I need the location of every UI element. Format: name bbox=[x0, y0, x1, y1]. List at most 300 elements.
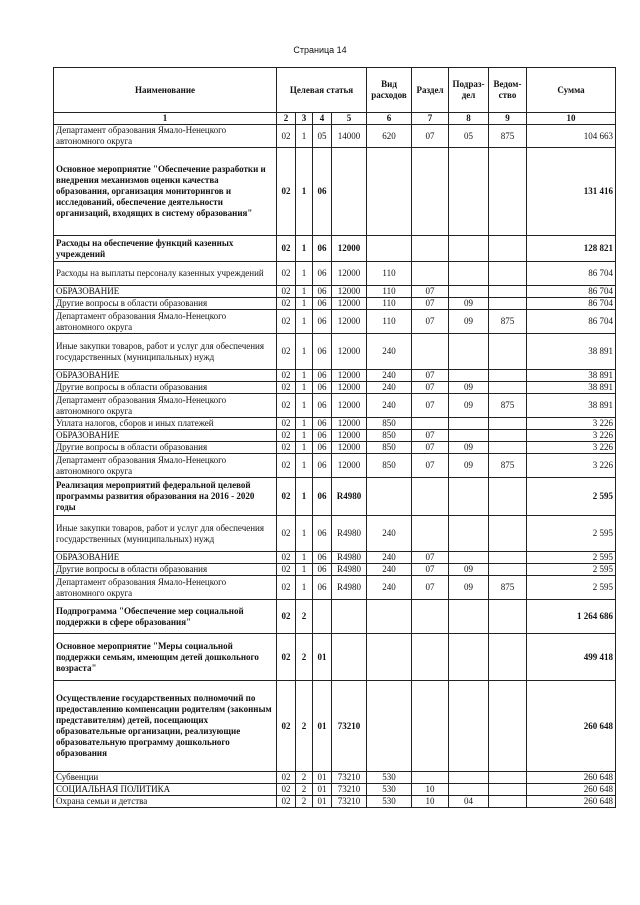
cell-program: 02 bbox=[277, 382, 296, 394]
row-name: ОБРАЗОВАНИЕ bbox=[54, 370, 277, 382]
table-row bbox=[54, 634, 616, 681]
cell-department bbox=[489, 600, 527, 634]
cell-expense-type: 240 bbox=[367, 576, 412, 600]
cell-subprogram: 1 bbox=[296, 576, 313, 600]
header-subsection: Подраз-дел bbox=[449, 68, 489, 113]
cell-subprogram: 2 bbox=[296, 600, 313, 634]
cell-department bbox=[489, 298, 527, 310]
cell-expense-type: 110 bbox=[367, 262, 412, 286]
cell-subprogram: 1 bbox=[296, 442, 313, 454]
cell-program: 02 bbox=[277, 478, 296, 516]
cell-direction: 12000 bbox=[332, 262, 367, 286]
cell-subprogram: 1 bbox=[296, 286, 313, 298]
cell-subsection bbox=[449, 681, 489, 772]
cell-department bbox=[489, 382, 527, 394]
cell-main-event: 06 bbox=[313, 442, 332, 454]
cell-sum: 38 891 bbox=[527, 334, 616, 370]
cell-subsection bbox=[449, 552, 489, 564]
cell-section bbox=[412, 262, 449, 286]
cell-direction: 12000 bbox=[332, 370, 367, 382]
row-name: Иные закупки товаров, работ и услуг для обеспечения государственных (муниципальных) нужд bbox=[54, 516, 277, 552]
cell-subsection bbox=[449, 516, 489, 552]
cell-main-event: 06 bbox=[313, 236, 332, 262]
cell-subsection: 09 bbox=[449, 394, 489, 418]
cell-subsection: 09 bbox=[449, 564, 489, 576]
cell-direction: 12000 bbox=[332, 454, 367, 478]
header-sum: Сумма bbox=[527, 68, 616, 113]
cell-direction: 14000 bbox=[332, 125, 367, 148]
table-row bbox=[54, 772, 616, 784]
cell-main-event: 06 bbox=[313, 516, 332, 552]
cell-section bbox=[412, 772, 449, 784]
table-row bbox=[54, 564, 616, 576]
cell-subsection bbox=[449, 148, 489, 236]
cell-section: 07 bbox=[412, 310, 449, 334]
cell-sum: 86 704 bbox=[527, 298, 616, 310]
cell-sum: 131 416 bbox=[527, 148, 616, 236]
cell-department bbox=[489, 564, 527, 576]
row-name: Иные закупки товаров, работ и услуг для обеспечения государственных (муниципальных) нужд bbox=[54, 334, 277, 370]
cell-main-event: 06 bbox=[313, 454, 332, 478]
cell-subprogram: 1 bbox=[296, 148, 313, 236]
cell-main-event: 06 bbox=[313, 262, 332, 286]
cell-subsection bbox=[449, 418, 489, 430]
page-label: Страница 14 bbox=[293, 45, 347, 55]
cell-direction: 12000 bbox=[332, 236, 367, 262]
cell-section bbox=[412, 681, 449, 772]
table-row bbox=[54, 125, 616, 148]
table-row bbox=[54, 796, 616, 808]
table-row bbox=[54, 382, 616, 394]
cell-program: 02 bbox=[277, 454, 296, 478]
cell-expense-type: 850 bbox=[367, 442, 412, 454]
cell-main-event: 06 bbox=[313, 478, 332, 516]
cell-main-event: 06 bbox=[313, 564, 332, 576]
cell-department bbox=[489, 634, 527, 681]
cell-section: 07 bbox=[412, 454, 449, 478]
cell-section: 07 bbox=[412, 394, 449, 418]
cell-sum: 86 704 bbox=[527, 286, 616, 298]
cell-program: 02 bbox=[277, 236, 296, 262]
cell-program: 02 bbox=[277, 394, 296, 418]
cell-main-event: 06 bbox=[313, 310, 332, 334]
row-name: Основное мероприятие "Обеспечение разработки и внедрения механизмов оценки качества образования, организация мониторингов и исследований, обеспечение деятельности организаций, входящих в систему образования" bbox=[54, 148, 277, 236]
cell-main-event: 06 bbox=[313, 418, 332, 430]
cell-program: 02 bbox=[277, 516, 296, 552]
cell-section: 07 bbox=[412, 552, 449, 564]
column-number: 2 bbox=[277, 113, 296, 125]
table-row bbox=[54, 478, 616, 516]
cell-subsection bbox=[449, 262, 489, 286]
cell-department bbox=[489, 430, 527, 442]
cell-main-event: 06 bbox=[313, 334, 332, 370]
cell-sum: 260 648 bbox=[527, 772, 616, 784]
cell-main-event: 06 bbox=[313, 552, 332, 564]
cell-direction: 12000 bbox=[332, 394, 367, 418]
column-number: 6 bbox=[367, 113, 412, 125]
cell-subprogram: 1 bbox=[296, 262, 313, 286]
cell-sum: 2 595 bbox=[527, 564, 616, 576]
row-name: ОБРАЗОВАНИЕ bbox=[54, 286, 277, 298]
cell-program: 02 bbox=[277, 600, 296, 634]
cell-subprogram: 1 bbox=[296, 334, 313, 370]
cell-subsection bbox=[449, 772, 489, 784]
cell-section: 07 bbox=[412, 564, 449, 576]
table-row bbox=[54, 418, 616, 430]
cell-program: 02 bbox=[277, 681, 296, 772]
row-name: Другие вопросы в области образования bbox=[54, 298, 277, 310]
cell-expense-type bbox=[367, 478, 412, 516]
cell-main-event: 06 bbox=[313, 370, 332, 382]
column-number: 3 bbox=[296, 113, 313, 125]
cell-direction bbox=[332, 148, 367, 236]
cell-main-event: 06 bbox=[313, 298, 332, 310]
cell-expense-type: 850 bbox=[367, 430, 412, 442]
cell-expense-type: 240 bbox=[367, 334, 412, 370]
table-row bbox=[54, 516, 616, 552]
cell-department bbox=[489, 516, 527, 552]
cell-expense-type bbox=[367, 634, 412, 681]
row-name: Осуществление государственных полномочий по предоставлению компенсации родителям (законным представителям) детей, посещающих образовательные организации, реализующие образовательную программу дошкольного образования bbox=[54, 681, 277, 772]
table-row bbox=[54, 334, 616, 370]
cell-section: 07 bbox=[412, 442, 449, 454]
column-number: 10 bbox=[527, 113, 616, 125]
cell-subprogram: 1 bbox=[296, 382, 313, 394]
cell-expense-type: 110 bbox=[367, 310, 412, 334]
cell-sum: 104 663 bbox=[527, 125, 616, 148]
row-name: Департамент образования Ямало-Ненецкого автономного округа bbox=[54, 310, 277, 334]
cell-department bbox=[489, 418, 527, 430]
cell-subsection bbox=[449, 784, 489, 796]
cell-direction: 73210 bbox=[332, 772, 367, 784]
row-name: Реализация мероприятий федеральной целевой программы развития образования на 2016 - 2020 годы bbox=[54, 478, 277, 516]
header-expense-type: Вид расходов bbox=[367, 68, 412, 113]
cell-section bbox=[412, 516, 449, 552]
cell-subsection bbox=[449, 478, 489, 516]
cell-subprogram: 2 bbox=[296, 634, 313, 681]
cell-expense-type: 110 bbox=[367, 298, 412, 310]
cell-expense-type: 530 bbox=[367, 796, 412, 808]
cell-program: 02 bbox=[277, 148, 296, 236]
cell-expense-type: 110 bbox=[367, 286, 412, 298]
cell-section: 10 bbox=[412, 796, 449, 808]
cell-department: 875 bbox=[489, 125, 527, 148]
cell-sum: 38 891 bbox=[527, 394, 616, 418]
column-number: 8 bbox=[449, 113, 489, 125]
cell-expense-type: 530 bbox=[367, 772, 412, 784]
row-name: Другие вопросы в области образования bbox=[54, 564, 277, 576]
table-row bbox=[54, 236, 616, 262]
cell-direction: 73210 bbox=[332, 784, 367, 796]
cell-program: 02 bbox=[277, 634, 296, 681]
column-number: 4 bbox=[313, 113, 332, 125]
table-row bbox=[54, 552, 616, 564]
row-name: Охрана семьи и детства bbox=[54, 796, 277, 808]
cell-section bbox=[412, 236, 449, 262]
cell-expense-type: 850 bbox=[367, 454, 412, 478]
cell-direction: 12000 bbox=[332, 334, 367, 370]
cell-subsection: 05 bbox=[449, 125, 489, 148]
cell-subprogram: 2 bbox=[296, 796, 313, 808]
header-target-article: Целевая статья bbox=[277, 68, 367, 113]
cell-direction: R4980 bbox=[332, 576, 367, 600]
cell-section: 07 bbox=[412, 430, 449, 442]
cell-main-event: 06 bbox=[313, 430, 332, 442]
cell-department bbox=[489, 334, 527, 370]
cell-department bbox=[489, 286, 527, 298]
cell-subprogram: 2 bbox=[296, 772, 313, 784]
cell-main-event: 06 bbox=[313, 382, 332, 394]
cell-sum: 2 595 bbox=[527, 478, 616, 516]
cell-department bbox=[489, 784, 527, 796]
cell-main-event: 06 bbox=[313, 148, 332, 236]
cell-program: 02 bbox=[277, 125, 296, 148]
cell-section bbox=[412, 600, 449, 634]
cell-section: 07 bbox=[412, 125, 449, 148]
cell-program: 02 bbox=[277, 418, 296, 430]
column-number: 5 bbox=[332, 113, 367, 125]
cell-subsection: 09 bbox=[449, 382, 489, 394]
cell-department bbox=[489, 262, 527, 286]
cell-subsection: 09 bbox=[449, 576, 489, 600]
header-department: Ведом-ство bbox=[489, 68, 527, 113]
cell-section: 07 bbox=[412, 576, 449, 600]
cell-sum: 38 891 bbox=[527, 382, 616, 394]
cell-program: 02 bbox=[277, 298, 296, 310]
cell-sum: 86 704 bbox=[527, 262, 616, 286]
cell-department bbox=[489, 236, 527, 262]
cell-direction: 12000 bbox=[332, 442, 367, 454]
cell-section: 07 bbox=[412, 286, 449, 298]
cell-direction bbox=[332, 634, 367, 681]
cell-subsection: 09 bbox=[449, 454, 489, 478]
cell-subprogram: 1 bbox=[296, 552, 313, 564]
cell-main-event: 06 bbox=[313, 394, 332, 418]
cell-section: 07 bbox=[412, 382, 449, 394]
cell-subprogram: 2 bbox=[296, 681, 313, 772]
cell-direction: 73210 bbox=[332, 681, 367, 772]
cell-main-event: 01 bbox=[313, 634, 332, 681]
cell-program: 02 bbox=[277, 262, 296, 286]
cell-main-event: 01 bbox=[313, 681, 332, 772]
cell-sum: 1 264 686 bbox=[527, 600, 616, 634]
cell-subsection bbox=[449, 334, 489, 370]
cell-subprogram: 1 bbox=[296, 370, 313, 382]
cell-expense-type: 620 bbox=[367, 125, 412, 148]
cell-direction: R4980 bbox=[332, 564, 367, 576]
cell-sum: 3 226 bbox=[527, 442, 616, 454]
header-section: Раздел bbox=[412, 68, 449, 113]
cell-subprogram: 1 bbox=[296, 310, 313, 334]
cell-sum: 2 595 bbox=[527, 552, 616, 564]
cell-program: 02 bbox=[277, 784, 296, 796]
cell-subsection bbox=[449, 236, 489, 262]
row-name: ОБРАЗОВАНИЕ bbox=[54, 430, 277, 442]
cell-main-event bbox=[313, 600, 332, 634]
table-row bbox=[54, 681, 616, 772]
row-name: Департамент образования Ямало-Ненецкого автономного округа bbox=[54, 394, 277, 418]
cell-subprogram: 2 bbox=[296, 784, 313, 796]
row-name: Расходы на обеспечение функций казенных учреждений bbox=[54, 236, 277, 262]
row-name: Уплата налогов, сборов и иных платежей bbox=[54, 418, 277, 430]
table-row bbox=[54, 576, 616, 600]
cell-program: 02 bbox=[277, 796, 296, 808]
row-name: Другие вопросы в области образования bbox=[54, 382, 277, 394]
cell-department bbox=[489, 552, 527, 564]
row-name: Департамент образования Ямало-Ненецкого автономного округа bbox=[54, 454, 277, 478]
cell-sum: 260 648 bbox=[527, 796, 616, 808]
cell-subprogram: 1 bbox=[296, 236, 313, 262]
cell-expense-type: 240 bbox=[367, 394, 412, 418]
cell-program: 02 bbox=[277, 576, 296, 600]
cell-direction: 12000 bbox=[332, 430, 367, 442]
table-row bbox=[54, 600, 616, 634]
cell-direction: 12000 bbox=[332, 286, 367, 298]
cell-program: 02 bbox=[277, 772, 296, 784]
cell-department bbox=[489, 370, 527, 382]
cell-direction: R4980 bbox=[332, 552, 367, 564]
cell-direction bbox=[332, 600, 367, 634]
cell-program: 02 bbox=[277, 286, 296, 298]
cell-program: 02 bbox=[277, 564, 296, 576]
table-row bbox=[54, 310, 616, 334]
cell-department bbox=[489, 796, 527, 808]
cell-direction: 73210 bbox=[332, 796, 367, 808]
table-row bbox=[54, 442, 616, 454]
row-name: Департамент образования Ямало-Ненецкого автономного округа bbox=[54, 576, 277, 600]
table-row bbox=[54, 286, 616, 298]
cell-subprogram: 1 bbox=[296, 564, 313, 576]
cell-main-event: 01 bbox=[313, 772, 332, 784]
cell-program: 02 bbox=[277, 442, 296, 454]
cell-subprogram: 1 bbox=[296, 430, 313, 442]
column-number-row bbox=[54, 113, 616, 125]
cell-direction: 12000 bbox=[332, 310, 367, 334]
cell-section bbox=[412, 634, 449, 681]
cell-department: 875 bbox=[489, 310, 527, 334]
row-name: Субвенции bbox=[54, 772, 277, 784]
cell-section: 07 bbox=[412, 370, 449, 382]
column-number: 1 bbox=[54, 113, 277, 125]
cell-subsection: 04 bbox=[449, 796, 489, 808]
cell-main-event: 01 bbox=[313, 784, 332, 796]
table-row bbox=[54, 784, 616, 796]
cell-subsection: 09 bbox=[449, 310, 489, 334]
cell-main-event: 01 bbox=[313, 796, 332, 808]
cell-expense-type: 240 bbox=[367, 370, 412, 382]
cell-department bbox=[489, 681, 527, 772]
cell-sum: 260 648 bbox=[527, 681, 616, 772]
cell-sum: 86 704 bbox=[527, 310, 616, 334]
row-name: Другие вопросы в области образования bbox=[54, 442, 277, 454]
cell-section bbox=[412, 478, 449, 516]
cell-section: 10 bbox=[412, 784, 449, 796]
cell-subsection bbox=[449, 600, 489, 634]
row-name: Основное мероприятие "Меры социальной поддержки семьям, имеющим детей дошкольного возраста" bbox=[54, 634, 277, 681]
cell-sum: 128 821 bbox=[527, 236, 616, 262]
cell-expense-type: 530 bbox=[367, 784, 412, 796]
cell-subprogram: 1 bbox=[296, 418, 313, 430]
cell-program: 02 bbox=[277, 552, 296, 564]
row-name: Расходы на выплаты персоналу казенных учреждений bbox=[54, 262, 277, 286]
cell-expense-type bbox=[367, 600, 412, 634]
budget-table bbox=[53, 67, 616, 808]
cell-expense-type: 240 bbox=[367, 516, 412, 552]
cell-program: 02 bbox=[277, 370, 296, 382]
cell-department: 875 bbox=[489, 394, 527, 418]
cell-expense-type bbox=[367, 681, 412, 772]
table-row bbox=[54, 394, 616, 418]
cell-direction: 12000 bbox=[332, 418, 367, 430]
cell-sum: 260 648 bbox=[527, 784, 616, 796]
cell-expense-type: 240 bbox=[367, 564, 412, 576]
cell-program: 02 bbox=[277, 310, 296, 334]
cell-section bbox=[412, 334, 449, 370]
cell-subprogram: 1 bbox=[296, 454, 313, 478]
cell-subsection: 09 bbox=[449, 298, 489, 310]
cell-department bbox=[489, 478, 527, 516]
cell-section bbox=[412, 148, 449, 236]
cell-sum: 2 595 bbox=[527, 516, 616, 552]
cell-main-event: 05 bbox=[313, 125, 332, 148]
cell-main-event: 06 bbox=[313, 576, 332, 600]
cell-program: 02 bbox=[277, 430, 296, 442]
cell-main-event: 06 bbox=[313, 286, 332, 298]
header-name: Наименование bbox=[54, 68, 277, 113]
cell-sum: 2 595 bbox=[527, 576, 616, 600]
column-number: 9 bbox=[489, 113, 527, 125]
cell-subsection bbox=[449, 634, 489, 681]
cell-expense-type: 240 bbox=[367, 552, 412, 564]
cell-direction: 12000 bbox=[332, 298, 367, 310]
cell-program: 02 bbox=[277, 334, 296, 370]
row-name: Департамент образования Ямало-Ненецкого автономного округа bbox=[54, 125, 277, 148]
cell-subsection bbox=[449, 370, 489, 382]
cell-expense-type bbox=[367, 236, 412, 262]
table-row bbox=[54, 262, 616, 286]
cell-department: 875 bbox=[489, 576, 527, 600]
cell-subprogram: 1 bbox=[296, 478, 313, 516]
table-row bbox=[54, 454, 616, 478]
cell-expense-type bbox=[367, 148, 412, 236]
cell-sum: 3 226 bbox=[527, 418, 616, 430]
cell-sum: 3 226 bbox=[527, 430, 616, 442]
cell-subsection: 09 bbox=[449, 442, 489, 454]
row-name: ОБРАЗОВАНИЕ bbox=[54, 552, 277, 564]
cell-department bbox=[489, 772, 527, 784]
cell-expense-type: 240 bbox=[367, 382, 412, 394]
cell-direction: R4980 bbox=[332, 478, 367, 516]
table-row bbox=[54, 298, 616, 310]
table-row bbox=[54, 148, 616, 236]
cell-subprogram: 1 bbox=[296, 125, 313, 148]
row-name: СОЦИАЛЬНАЯ ПОЛИТИКА bbox=[54, 784, 277, 796]
cell-subsection bbox=[449, 286, 489, 298]
column-number: 7 bbox=[412, 113, 449, 125]
cell-subprogram: 1 bbox=[296, 394, 313, 418]
cell-department bbox=[489, 442, 527, 454]
cell-subprogram: 1 bbox=[296, 516, 313, 552]
cell-section bbox=[412, 418, 449, 430]
cell-sum: 38 891 bbox=[527, 370, 616, 382]
cell-department: 875 bbox=[489, 454, 527, 478]
cell-subsection bbox=[449, 430, 489, 442]
cell-section: 07 bbox=[412, 298, 449, 310]
table-row bbox=[54, 430, 616, 442]
cell-direction: 12000 bbox=[332, 382, 367, 394]
row-name: Подпрограмма "Обеспечение мер социальной поддержки в сфере образования" bbox=[54, 600, 277, 634]
cell-expense-type: 850 bbox=[367, 418, 412, 430]
